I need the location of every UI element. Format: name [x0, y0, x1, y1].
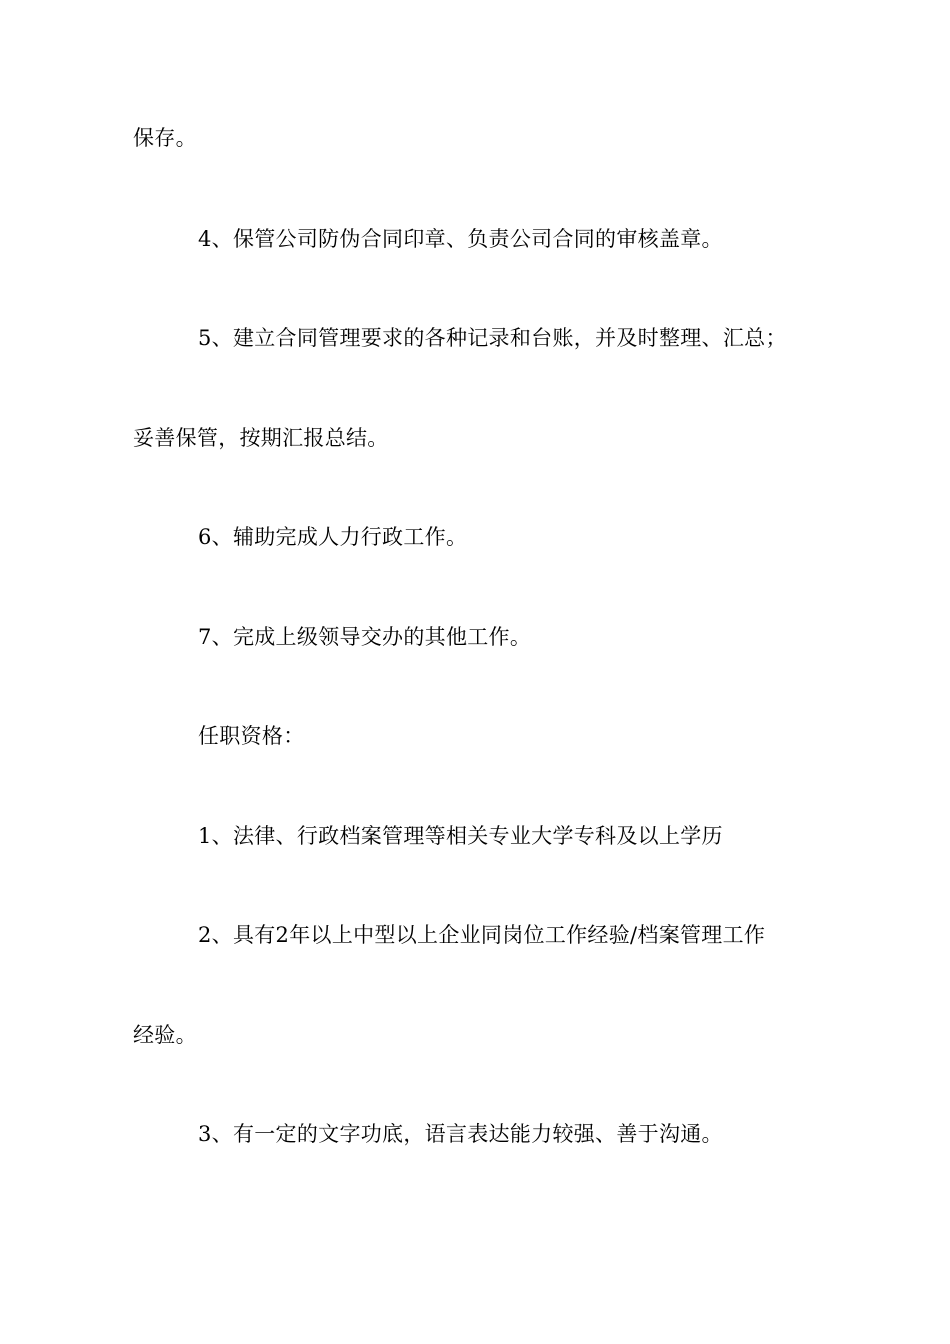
paragraph-line: 经验。	[133, 1023, 197, 1047]
paragraph-line: 2、具有2年以上中型以上企业同岗位工作经验/档案管理工作	[198, 923, 766, 947]
paragraph-line: 1、法律、行政档案管理等相关专业大学专科及以上学历	[198, 824, 723, 848]
paragraph-line: 5、建立合同管理要求的各种记录和台账，并及时整理、汇总；	[198, 326, 787, 350]
section-heading: 任职资格：	[198, 724, 305, 748]
paragraph-line: 3、有一定的文字功底，语言表达能力较强、善于沟通。	[198, 1122, 723, 1146]
paragraph-line: 妥善保管，按期汇报总结。	[133, 426, 389, 450]
paragraph-line: 保存。	[133, 126, 197, 150]
paragraph-line: 6、辅助完成人力行政工作。	[198, 525, 468, 549]
paragraph-line: 7、完成上级领导交办的其他工作。	[198, 625, 532, 649]
paragraph-line: 4、保管公司防伪合同印章、负责公司合同的审核盖章。	[198, 227, 723, 251]
